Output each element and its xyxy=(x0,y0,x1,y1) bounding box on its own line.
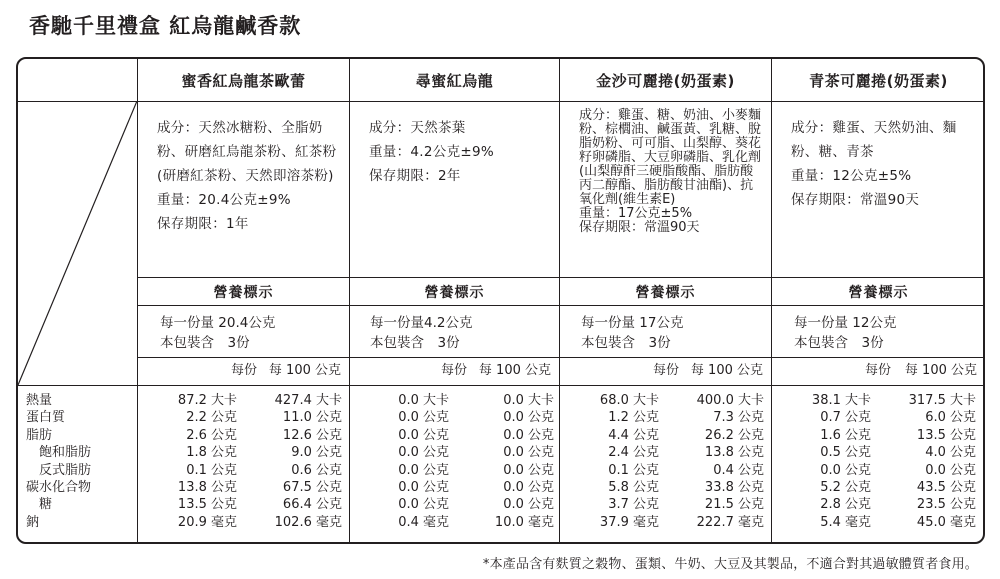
nutrient-value: 20.9 毫克 xyxy=(177,514,237,530)
shelf-life-text: 保存期限：1年 xyxy=(157,216,249,232)
nutrient-value: 0.7 公克 xyxy=(820,410,871,426)
nutrient-value: 66.4 公克 xyxy=(282,497,342,513)
column-headings xyxy=(560,364,771,380)
nutrient-value: 4.4 公克 xyxy=(608,427,659,443)
diagonal-divider xyxy=(18,101,137,385)
nutrient-value: 0.1 公克 xyxy=(186,462,237,478)
nutrient-value: 1.8 公克 xyxy=(186,445,237,461)
nutrient-value: 0.0 公克 xyxy=(398,410,449,426)
nutrient-value: 13.5 公克 xyxy=(916,427,976,443)
nutrient-value: 26.2 公克 xyxy=(704,427,764,443)
nutrient-value: 0.4 公克 xyxy=(713,462,764,478)
nutrient-value: 317.5 大卡 xyxy=(908,393,976,408)
servings-per-package: 本包裝含 3份 xyxy=(794,335,884,351)
nutrient-value: 0.0 公克 xyxy=(503,462,554,478)
nutrient-value: 0.0 公克 xyxy=(503,427,554,443)
per-100g-values xyxy=(874,392,976,531)
nutrient-value: 6.0 公克 xyxy=(925,410,976,426)
per-100g-heading: 每 100 公克 xyxy=(690,363,763,378)
nutrient-value: 0.0 公克 xyxy=(925,462,976,478)
nutrient-value: 0.0 公克 xyxy=(503,480,554,496)
column-headings xyxy=(138,364,349,380)
nutrient-value: 2.4 公克 xyxy=(608,445,659,461)
per-serving-heading: 每份 xyxy=(230,363,257,378)
product-name: 金沙可麗捲(奶蛋素) xyxy=(596,71,735,90)
per-100g-values xyxy=(452,392,554,531)
per-100g-values xyxy=(240,392,342,531)
nutrient-value: 0.4 毫克 xyxy=(398,514,449,530)
nutrient-value: 87.2 大卡 xyxy=(177,393,237,408)
nutrient-value: 5.8 公克 xyxy=(608,480,659,496)
servings-per-package: 本包裝含 3份 xyxy=(370,335,460,351)
column-headings xyxy=(772,364,985,380)
product-name: 蜜香紅烏龍茶歐蕾 xyxy=(181,71,306,90)
nutrient-value: 5.2 公克 xyxy=(820,480,871,496)
ingredients-text: 成分：雞蛋、天然奶油、麵粉、糖、青茶 xyxy=(791,120,957,160)
product-name: 尋蜜紅烏龍 xyxy=(415,71,494,90)
nutrient-value: 13.8 公克 xyxy=(177,480,237,496)
nutrient-label: 鈉 xyxy=(26,514,40,530)
nutrient-value: 33.8 公克 xyxy=(704,480,764,496)
nutrient-label: 糖 xyxy=(26,497,53,513)
nutrient-value: 0.0 公克 xyxy=(820,462,871,478)
nutrient-value: 0.6 公克 xyxy=(291,462,342,478)
ingredients-text: 成分：雞蛋、糖、奶油、小麥麵粉、棕櫚油、鹹蛋黃、乳糖、脫脂奶粉、可可脂、山梨醇、葵花籽卵磷脂、大豆卵磷脂、乳化劑(山梨醇酐三硬脂酸酯、脂肪酸丙二醇酯、脂肪酸甘油酯)、抗氧化劑(維生素E) xyxy=(579,108,762,207)
serving-size: 每一份量 17公克 xyxy=(581,315,684,331)
product-name: 青茶可麗捲(奶蛋素) xyxy=(809,71,948,90)
serving-size: 每一份量 20.4公克 xyxy=(160,315,276,331)
nutrient-value: 0.1 公克 xyxy=(608,462,659,478)
row-divider xyxy=(137,305,983,306)
per-serving-values xyxy=(143,392,237,531)
nutrient-value: 23.5 公克 xyxy=(916,497,976,513)
nutrient-label: 熱量 xyxy=(26,393,53,408)
nutrition-title: 營養標示 xyxy=(213,284,274,301)
nutrient-value: 43.5 公克 xyxy=(916,480,976,496)
page-title: 香馳千里禮盒 紅烏龍鹹香款 xyxy=(29,14,302,38)
nutrient-value: 13.5 公克 xyxy=(177,497,237,513)
nutrient-value: 0.0 公克 xyxy=(503,445,554,461)
nutrient-value: 1.2 公克 xyxy=(608,410,659,426)
nutrient-value: 68.0 大卡 xyxy=(599,393,659,408)
serving-info xyxy=(160,313,345,353)
nutrient-value: 0.0 公克 xyxy=(398,427,449,443)
nutrient-value: 4.0 公克 xyxy=(925,445,976,461)
nutrient-value: 3.7 公克 xyxy=(608,497,659,513)
nutrition-title: 營養標示 xyxy=(848,284,909,301)
ingredients-text: 成分：天然茶葉 xyxy=(369,120,466,136)
nutrient-value: 7.3 公克 xyxy=(713,410,764,426)
weight-text: 重量：12公克±5% xyxy=(791,168,912,184)
row-divider xyxy=(18,385,983,386)
nutrient-label: 飽和脂肪 xyxy=(26,445,92,461)
nutrient-value: 12.6 公克 xyxy=(282,427,342,443)
nutrient-value: 0.5 公克 xyxy=(820,445,871,461)
nutrient-value: 0.0 公克 xyxy=(503,497,554,513)
per-serving-heading: 每份 xyxy=(864,363,891,378)
nutrient-value: 21.5 公克 xyxy=(704,497,764,513)
serving-size: 每一份量 12公克 xyxy=(794,315,897,331)
ingredients-text: 成分：天然冰糖粉、全脂奶粉、研磨紅烏龍茶粉、紅茶粉(研磨紅茶粉、天然即溶茶粉) xyxy=(157,120,337,184)
per-100g-heading: 每 100 公克 xyxy=(904,363,977,378)
per-serving-heading: 每份 xyxy=(652,363,679,378)
nutrient-value: 13.8 公克 xyxy=(704,445,764,461)
per-serving-heading: 每份 xyxy=(440,363,467,378)
per-100g-heading: 每 100 公克 xyxy=(478,363,551,378)
nutrient-value: 38.1 大卡 xyxy=(811,393,871,408)
nutrient-value: 0.0 公克 xyxy=(503,410,554,426)
product-info xyxy=(579,109,761,235)
weight-text: 重量：4.2公克±9% xyxy=(369,144,494,160)
serving-info xyxy=(794,313,979,353)
product-info xyxy=(791,116,975,212)
nutrient-label: 蛋白質 xyxy=(26,410,66,426)
per-serving-values xyxy=(565,392,659,531)
servings-per-package: 本包裝含 3份 xyxy=(581,335,671,351)
product-table xyxy=(16,57,985,544)
nutrient-value: 0.0 公克 xyxy=(398,480,449,496)
nutrient-value: 5.4 毫克 xyxy=(820,514,871,530)
nutrient-value: 0.0 大卡 xyxy=(503,393,554,408)
product-info xyxy=(369,116,549,188)
nutrition-title: 營養標示 xyxy=(635,284,696,301)
nutrient-value: 2.2 公克 xyxy=(186,410,237,426)
allergen-footnote: *本產品含有麩質之穀物、蛋類、牛奶、大豆及其製品，不適合對其過敏體質者食用。 xyxy=(482,557,978,572)
nutrition-title: 營養標示 xyxy=(424,284,485,301)
shelf-life-text: 保存期限：2年 xyxy=(369,168,461,184)
serving-info xyxy=(370,313,555,353)
nutrient-value: 10.0 毫克 xyxy=(494,514,554,530)
nutrient-value: 0.0 大卡 xyxy=(398,393,449,408)
nutrient-label: 碳水化合物 xyxy=(26,480,92,496)
nutrient-value: 102.6 毫克 xyxy=(274,514,342,530)
nutrient-value: 45.0 毫克 xyxy=(916,514,976,530)
nutrient-value: 9.0 公克 xyxy=(291,445,342,461)
nutrient-value: 37.9 毫克 xyxy=(599,514,659,530)
nutrient-value: 222.7 毫克 xyxy=(696,514,764,530)
shelf-life-text: 保存期限：常溫90天 xyxy=(579,220,700,235)
row-divider xyxy=(18,101,983,102)
servings-per-package: 本包裝含 3份 xyxy=(160,335,250,351)
nutrient-value: 2.8 公克 xyxy=(820,497,871,513)
nutrient-value: 427.4 大卡 xyxy=(274,393,342,408)
column-headings xyxy=(350,364,559,380)
nutrient-value: 67.5 公克 xyxy=(282,480,342,496)
per-serving-values xyxy=(355,392,449,531)
nutrient-value: 2.6 公克 xyxy=(186,427,237,443)
nutrient-value: 0.0 公克 xyxy=(398,497,449,513)
weight-text: 重量：17公克±5% xyxy=(579,206,693,221)
product-info xyxy=(157,116,337,236)
nutrient-value: 0.0 公克 xyxy=(398,462,449,478)
row-divider xyxy=(137,357,983,358)
nutrient-value: 0.0 公克 xyxy=(398,445,449,461)
nutrient-label: 反式脂肪 xyxy=(26,462,92,478)
nutrient-label-list xyxy=(26,392,136,531)
shelf-life-text: 保存期限：常溫90天 xyxy=(791,192,920,208)
nutrient-value: 1.6 公克 xyxy=(820,427,871,443)
per-serving-values xyxy=(777,392,871,531)
nutrient-value: 11.0 公克 xyxy=(282,410,342,426)
per-100g-heading: 每 100 公克 xyxy=(268,363,341,378)
serving-info xyxy=(581,313,766,353)
nutrient-value: 400.0 大卡 xyxy=(696,393,764,408)
weight-text: 重量：20.4公克±9% xyxy=(157,192,291,208)
nutrient-label: 脂肪 xyxy=(26,427,53,443)
per-100g-values xyxy=(662,392,764,531)
serving-size: 每一份量4.2公克 xyxy=(370,315,473,331)
